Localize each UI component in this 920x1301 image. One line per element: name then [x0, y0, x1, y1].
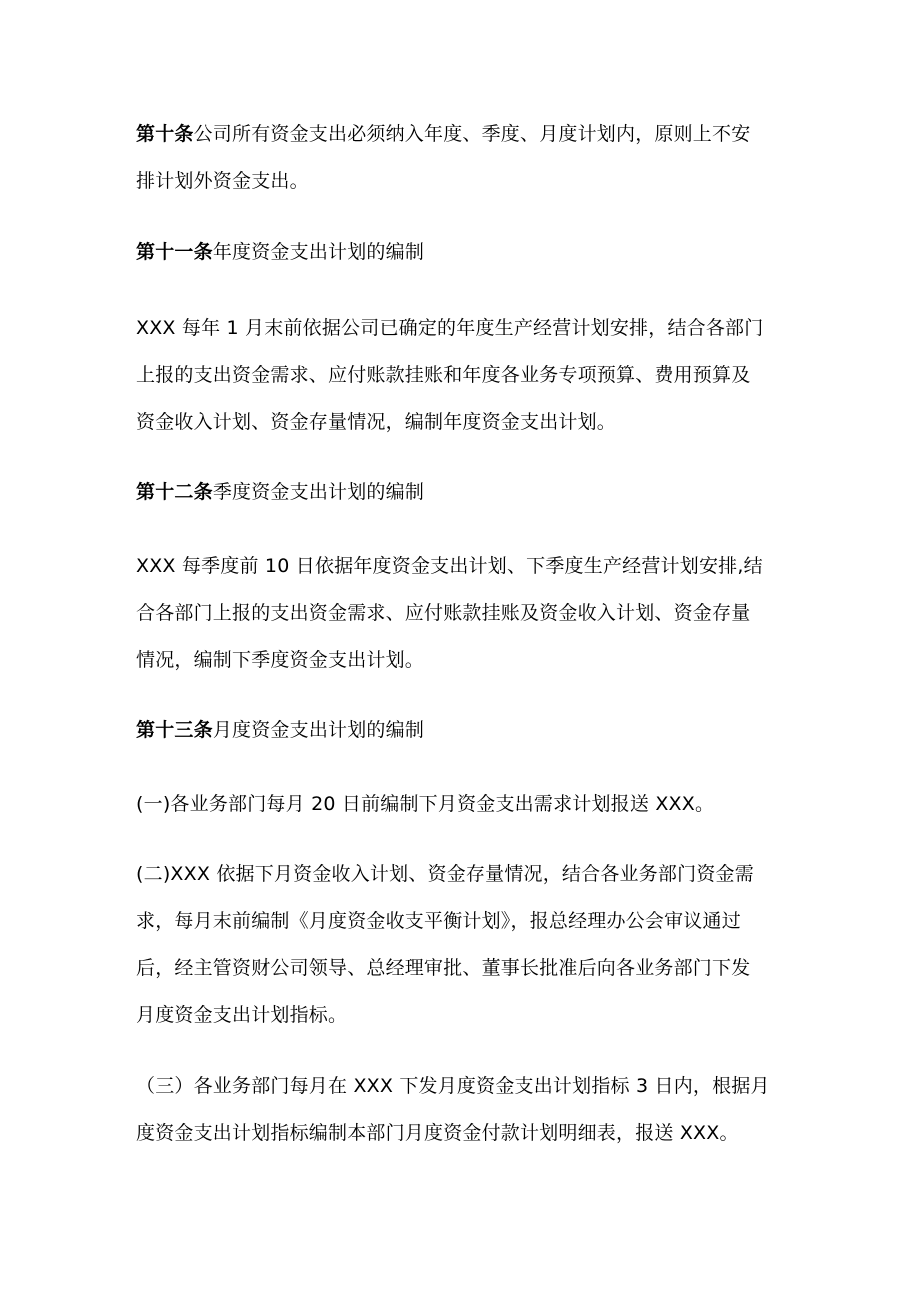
article-13-heading [136, 707, 786, 754]
article-11-body [136, 305, 786, 446]
article-11-title: 年度资金支出计划的编制 [212, 241, 425, 263]
article-11-label: 第十一条 [136, 241, 213, 263]
article-13-title: 月度资金支出计划的编制 [212, 719, 425, 741]
article-13-item-2-line-1: (二)XXX 依据下月资金收入计划、资金存量情况，结合各业务部门资金需 [136, 863, 754, 885]
article-13-item-2-line-2: 求，每月末前编制《月度资金收支平衡计划》，报总经理办公会审议通过 [136, 910, 741, 932]
article-12-line-1: XXX 每季度前 10 日依据年度资金支出计划、下季度生产经营计划安排,结 [136, 555, 763, 577]
article-13-item-3-line-2: 度资金支出计划指标编制本部门月度资金付款计划明细表，报送 XXX。 [136, 1122, 739, 1144]
article-13-item-2-line-3: 后，经主管资财公司领导、总经理审批、董事长批准后向各业务部门下发 [136, 957, 751, 979]
article-13-item-2 [136, 851, 786, 1039]
article-13-label: 第十三条 [136, 719, 213, 741]
article-11-line-2: 上报的支出资金需求、应付账款挂账和年度各业务专项预算、费用预算及 [136, 364, 751, 386]
article-10-line-1: 第十条公司所有资金支出必须纳入年度、季度、月度计划内，原则上不安 [136, 123, 751, 145]
article-12-heading [136, 469, 786, 516]
article-10 [136, 111, 786, 205]
article-12-line-3: 情况，编制下季度资金支出计划。 [136, 649, 425, 671]
article-13-item-3 [136, 1063, 786, 1157]
article-10-line-2: 排计划外资金支出。 [136, 170, 309, 192]
article-12-body [136, 543, 786, 684]
article-12-label: 第十二条 [136, 481, 213, 503]
article-10-label: 第十条 [136, 123, 194, 145]
article-12-title: 季度资金支出计划的编制 [212, 481, 425, 503]
article-13-item-3-line-1: （三）各业务部门每月在 XXX 下发月度资金支出计划指标 3 日内，根据月 [136, 1075, 770, 1097]
article-13-item-2-line-4: 月度资金支出计划指标。 [136, 1004, 348, 1026]
article-12-line-2: 合各部门上报的支出资金需求、应付账款挂账及资金收入计划、资金存量 [136, 602, 751, 624]
article-13-item-1 [136, 781, 786, 828]
article-11-line-1: XXX 每年 1 月末前依据公司已确定的年度生产经营计划安排，结合各部门 [136, 317, 764, 339]
article-13-item-1-line-1: (一)各业务部门每月 20 日前编制下月资金支出需求计划报送 XXX。 [136, 793, 715, 815]
article-11-line-3: 资金收入计划、资金存量情况，编制年度资金支出计划。 [136, 411, 617, 433]
article-11-heading [136, 229, 786, 276]
